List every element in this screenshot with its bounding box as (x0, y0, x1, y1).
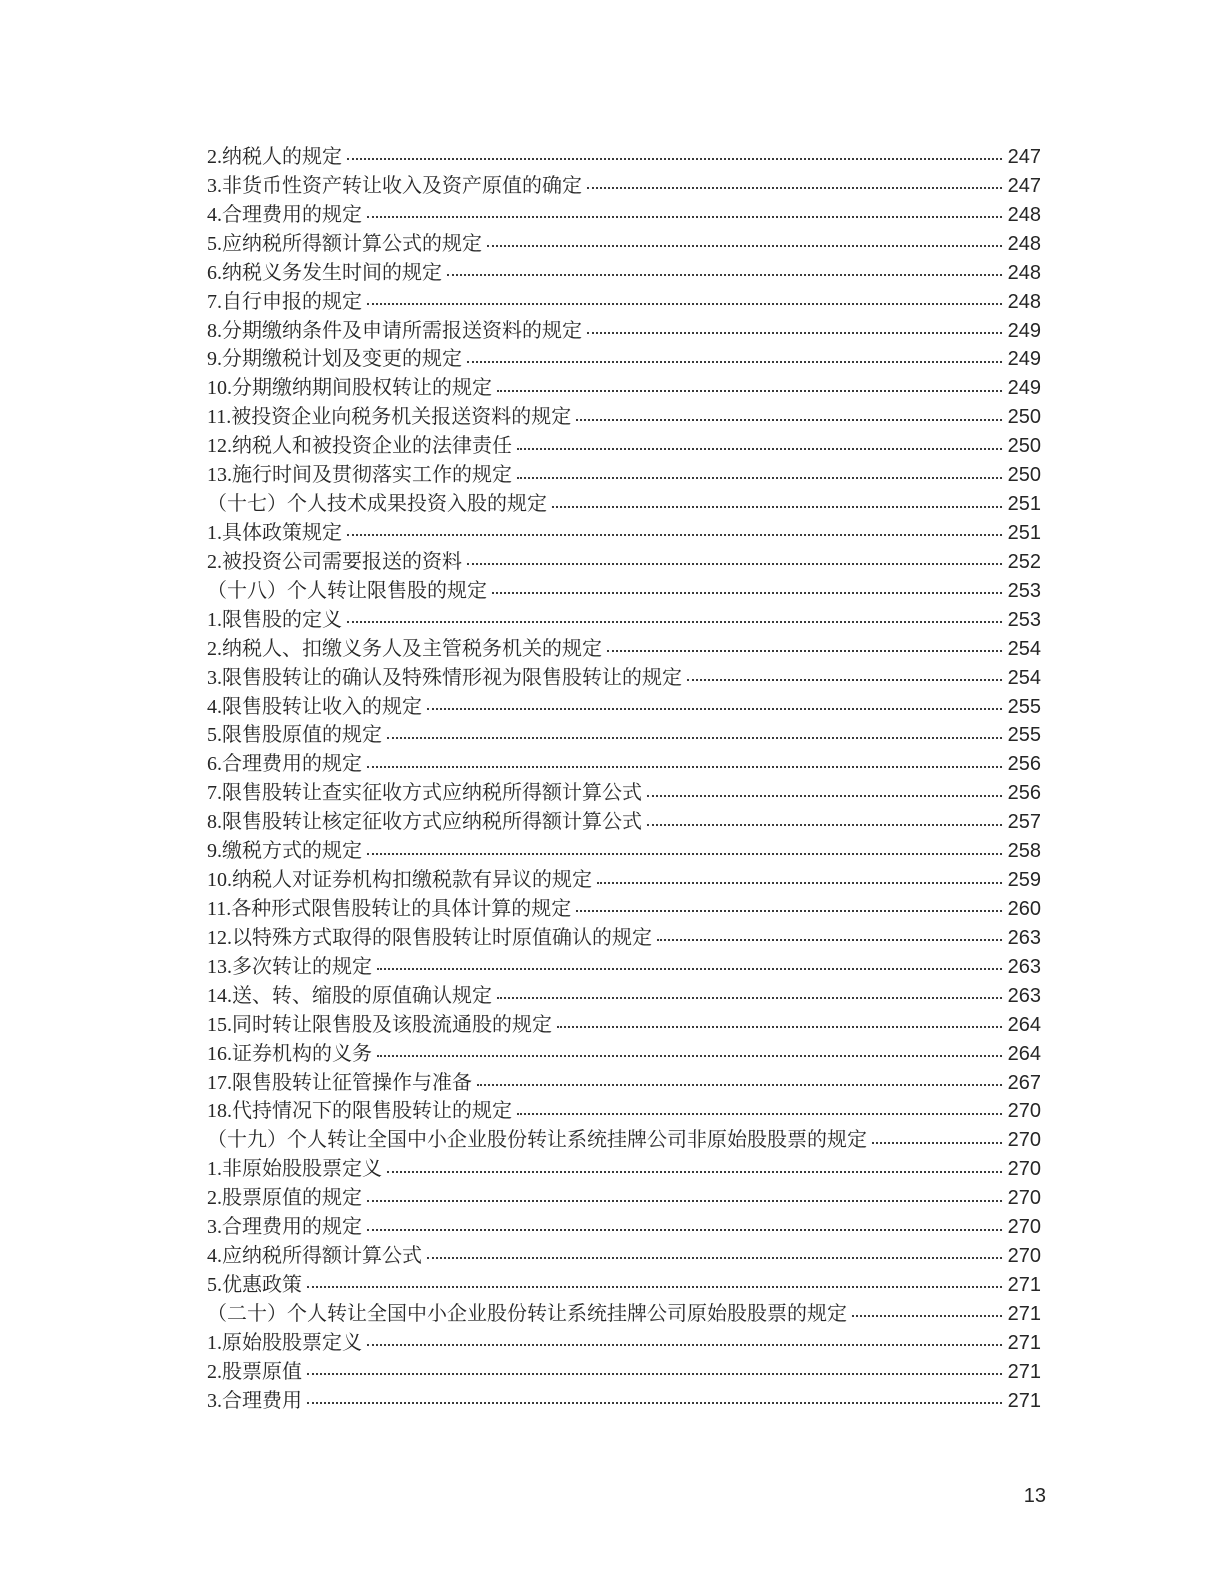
toc-leader-dots (587, 187, 1002, 189)
toc-leader-dots (657, 939, 1002, 941)
toc-leader-dots (576, 910, 1001, 912)
toc-entry-label: 14.送、转、缩股的原值确认规定 (207, 984, 492, 1007)
toc-entry-label: 2.纳税人、扣缴义务人及主管税务机关的规定 (207, 637, 602, 660)
toc-page-number: 256 (1007, 782, 1041, 805)
toc-entry-label: 11.各种形式限售股转让的具体计算的规定 (207, 897, 572, 920)
toc-entry-label: 12.纳税人和被投资企业的法律责任 (207, 435, 512, 458)
toc-row (207, 982, 1041, 1011)
toc-row (207, 172, 1041, 201)
toc-leader-dots (552, 506, 1002, 508)
toc-row (207, 1213, 1041, 1242)
toc-page-number: 264 (1007, 1042, 1041, 1065)
toc-page-number: 255 (1007, 695, 1041, 718)
toc-page-number: 247 (1007, 146, 1041, 168)
toc-row (207, 635, 1041, 664)
toc-page-number: 248 (1007, 261, 1041, 284)
toc-leader-dots (517, 477, 1002, 479)
toc-page-number: 250 (1007, 406, 1041, 429)
toc-entry-label: 8.限售股转让核定征收方式应纳税所得额计算公式 (207, 811, 642, 834)
toc-page-number: 270 (1007, 1216, 1041, 1239)
toc-leader-dots (517, 448, 1002, 450)
toc-row (207, 808, 1041, 837)
toc-entry-label: 11.被投资企业向税务机关报送资料的规定 (207, 406, 572, 429)
toc-leader-dots (492, 592, 1002, 594)
toc-page-number: 250 (1007, 464, 1041, 487)
toc-entry-label: 2.股票原值的规定 (207, 1187, 362, 1210)
toc-leader-dots (872, 1142, 1002, 1144)
toc-row (207, 750, 1041, 779)
toc-row (207, 1271, 1041, 1300)
toc-row (207, 519, 1041, 548)
toc-leader-dots (447, 274, 1002, 276)
toc-entry-label: 9.分期缴税计划及变更的规定 (207, 348, 462, 371)
toc-page-number: 255 (1007, 724, 1041, 747)
toc-page-number: 263 (1007, 926, 1041, 949)
toc-list (207, 143, 1041, 1416)
toc-page-number: 258 (1007, 840, 1041, 863)
toc-page-number: 270 (1007, 1129, 1041, 1152)
toc-page-number: 250 (1007, 435, 1041, 458)
toc-page-number: 253 (1007, 579, 1041, 602)
toc-page-number: 254 (1007, 666, 1041, 689)
toc-leader-dots (377, 1055, 1002, 1057)
toc-row (207, 1387, 1041, 1416)
toc-page-number: 249 (1007, 319, 1041, 342)
toc-entry-label: 2.被投资公司需要报送的资料 (207, 550, 462, 573)
toc-leader-dots (467, 361, 1002, 363)
toc-page-number: 247 (1007, 174, 1041, 197)
toc-row (207, 1329, 1041, 1358)
toc-entry-label: 15.同时转让限售股及该股流通股的规定 (207, 1013, 552, 1036)
toc-row (207, 345, 1041, 374)
toc-page-number: 270 (1007, 1158, 1041, 1181)
toc-entry-label: 1.原始股股票定义 (207, 1331, 362, 1354)
toc-row (207, 606, 1041, 635)
toc-leader-dots (687, 679, 1002, 681)
toc-entry-label: 2.纳税人的规定 (207, 146, 342, 168)
toc-row (207, 548, 1041, 577)
toc-page-number: 253 (1007, 608, 1041, 631)
toc-leader-dots (367, 853, 1002, 855)
toc-row (207, 1184, 1041, 1213)
toc-entry-label: 13.施行时间及贯彻落实工作的规定 (207, 464, 512, 487)
toc-page-number: 248 (1007, 290, 1041, 313)
toc-row (207, 779, 1041, 808)
toc-leader-dots (387, 737, 1002, 739)
toc-row (207, 1040, 1041, 1069)
toc-entry-label: 1.具体政策规定 (207, 521, 342, 544)
toc-row (207, 259, 1041, 288)
toc-row (207, 924, 1041, 953)
toc-page-number: 270 (1007, 1245, 1041, 1268)
toc-page-number: 271 (1007, 1331, 1041, 1354)
toc-page-number: 257 (1007, 811, 1041, 834)
toc-entry-label: （二十）个人转让全国中小企业股份转让系统挂牌公司原始股股票的规定 (207, 1302, 847, 1325)
toc-page-number: 267 (1007, 1071, 1041, 1094)
toc-leader-dots (367, 1344, 1002, 1346)
toc-page-number: 259 (1007, 869, 1041, 892)
toc-entry-label: 5.优惠政策 (207, 1273, 302, 1296)
toc-leader-dots (647, 795, 1002, 797)
toc-page-number: 251 (1007, 493, 1041, 516)
toc-row (207, 1097, 1041, 1126)
toc-leader-dots (557, 1026, 1002, 1028)
toc-row (207, 1011, 1041, 1040)
toc-leader-dots (367, 216, 1002, 218)
toc-leader-dots (427, 708, 1002, 710)
toc-entry-label: 17.限售股转让征管操作与准备 (207, 1071, 472, 1094)
toc-page-number: 271 (1007, 1273, 1041, 1296)
toc-leader-dots (307, 1286, 1002, 1288)
toc-leader-dots (607, 650, 1002, 652)
toc-entry-label: 3.合理费用的规定 (207, 1216, 362, 1239)
toc-leader-dots (367, 303, 1002, 305)
toc-entry-label: （十八）个人转让限售股的规定 (207, 579, 487, 602)
toc-leader-dots (477, 1084, 1002, 1086)
toc-entry-label: 2.股票原值 (207, 1360, 302, 1383)
toc-entry-label: （十七）个人技术成果投资入股的规定 (207, 493, 547, 516)
toc-row (207, 1300, 1041, 1329)
toc-row (207, 432, 1041, 461)
toc-entry-label: 1.非原始股股票定义 (207, 1158, 382, 1181)
toc-entry-label: 7.自行申报的规定 (207, 290, 362, 313)
toc-row (207, 895, 1041, 924)
toc-page-number: 271 (1007, 1389, 1041, 1412)
toc-row (207, 1242, 1041, 1271)
toc-row (207, 288, 1041, 317)
toc-page-number: 256 (1007, 753, 1041, 776)
toc-row (207, 837, 1041, 866)
toc-page-number: 263 (1007, 984, 1041, 1007)
toc-row (207, 721, 1041, 750)
toc-page-number: 260 (1007, 897, 1041, 920)
toc-row (207, 490, 1041, 519)
toc-leader-dots (587, 332, 1002, 334)
toc-leader-dots (497, 390, 1002, 392)
toc-page-number: 252 (1007, 550, 1041, 573)
toc-entry-label: 3.非货币性资产转让收入及资产原值的确定 (207, 174, 582, 197)
toc-page-number: 249 (1007, 377, 1041, 400)
toc-leader-dots (852, 1315, 1002, 1317)
toc-entry-label: 5.应纳税所得额计算公式的规定 (207, 232, 482, 255)
toc-page-number: 270 (1007, 1100, 1041, 1123)
toc-leader-dots (367, 1200, 1002, 1202)
toc-leader-dots (377, 968, 1002, 970)
toc-leader-dots (367, 1229, 1002, 1231)
toc-row (207, 1126, 1041, 1155)
toc-page-number: 248 (1007, 232, 1041, 255)
toc-row (207, 317, 1041, 346)
toc-page-number: 251 (1007, 521, 1041, 544)
toc-leader-dots (347, 534, 1002, 536)
toc-page-number: 254 (1007, 637, 1041, 660)
toc-page-number: 264 (1007, 1013, 1041, 1036)
toc-row (207, 577, 1041, 606)
toc-page-number: 249 (1007, 348, 1041, 371)
toc-entry-label: 7.限售股转让查实征收方式应纳税所得额计算公式 (207, 782, 642, 805)
toc-entry-label: （十九）个人转让全国中小企业股份转让系统挂牌公司非原始股股票的规定 (207, 1129, 867, 1152)
toc-entry-label: 16.证券机构的义务 (207, 1042, 372, 1065)
toc-page-number: 271 (1007, 1360, 1041, 1383)
toc-leader-dots (347, 621, 1002, 623)
toc-entry-label: 6.合理费用的规定 (207, 753, 362, 776)
toc-entry-label: 18.代持情况下的限售股转让的规定 (207, 1100, 512, 1123)
toc-entry-label: 8.分期缴纳条件及申请所需报送资料的规定 (207, 319, 582, 342)
toc-leader-dots (517, 1113, 1002, 1115)
toc-row (207, 461, 1041, 490)
toc-leader-dots (307, 1402, 1002, 1404)
toc-leader-dots (387, 1171, 1002, 1173)
toc-page-number: 271 (1007, 1302, 1041, 1325)
toc-row (207, 1069, 1041, 1098)
toc-entry-label: 10.纳税人对证券机构扣缴税款有异议的规定 (207, 869, 592, 892)
toc-entry-label: 13.多次转让的规定 (207, 955, 372, 978)
toc-leader-dots (347, 158, 1002, 160)
toc-entry-label: 12.以特殊方式取得的限售股转让时原值确认的规定 (207, 926, 652, 949)
toc-page-number: 248 (1007, 203, 1041, 226)
toc-entry-label: 6.纳税义务发生时间的规定 (207, 261, 442, 284)
toc-entry-label: 5.限售股原值的规定 (207, 724, 382, 747)
toc-row (207, 374, 1041, 403)
toc-leader-dots (427, 1257, 1002, 1259)
toc-row (207, 403, 1041, 432)
toc-row (207, 953, 1041, 982)
toc-leader-dots (487, 245, 1002, 247)
toc-page-number: 263 (1007, 955, 1041, 978)
toc-row (207, 1155, 1041, 1184)
toc-leader-dots (647, 824, 1002, 826)
toc-entry-label: 1.限售股的定义 (207, 608, 342, 631)
toc-row (207, 230, 1041, 259)
toc-row (207, 143, 1041, 172)
toc-entry-label: 3.合理费用 (207, 1389, 302, 1412)
toc-row (207, 693, 1041, 722)
toc-entry-label: 4.限售股转让收入的规定 (207, 695, 422, 718)
toc-leader-dots (576, 419, 1001, 421)
toc-page-number: 270 (1007, 1187, 1041, 1210)
toc-leader-dots (467, 563, 1002, 565)
toc-leader-dots (597, 882, 1002, 884)
toc-leader-dots (497, 997, 1002, 999)
toc-entry-label: 10.分期缴纳期间股权转让的规定 (207, 377, 492, 400)
toc-entry-label: 4.应纳税所得额计算公式 (207, 1245, 422, 1268)
toc-row (207, 664, 1041, 693)
footer-page-number: 13 (1023, 1485, 1046, 1507)
toc-row (207, 866, 1041, 895)
toc-row (207, 1358, 1041, 1387)
toc-entry-label: 4.合理费用的规定 (207, 203, 362, 226)
toc-leader-dots (307, 1373, 1002, 1375)
toc-entry-label: 3.限售股转让的确认及特殊情形视为限售股转让的规定 (207, 666, 682, 689)
toc-leader-dots (367, 766, 1002, 768)
toc-entry-label: 9.缴税方式的规定 (207, 840, 362, 863)
toc-row (207, 201, 1041, 230)
